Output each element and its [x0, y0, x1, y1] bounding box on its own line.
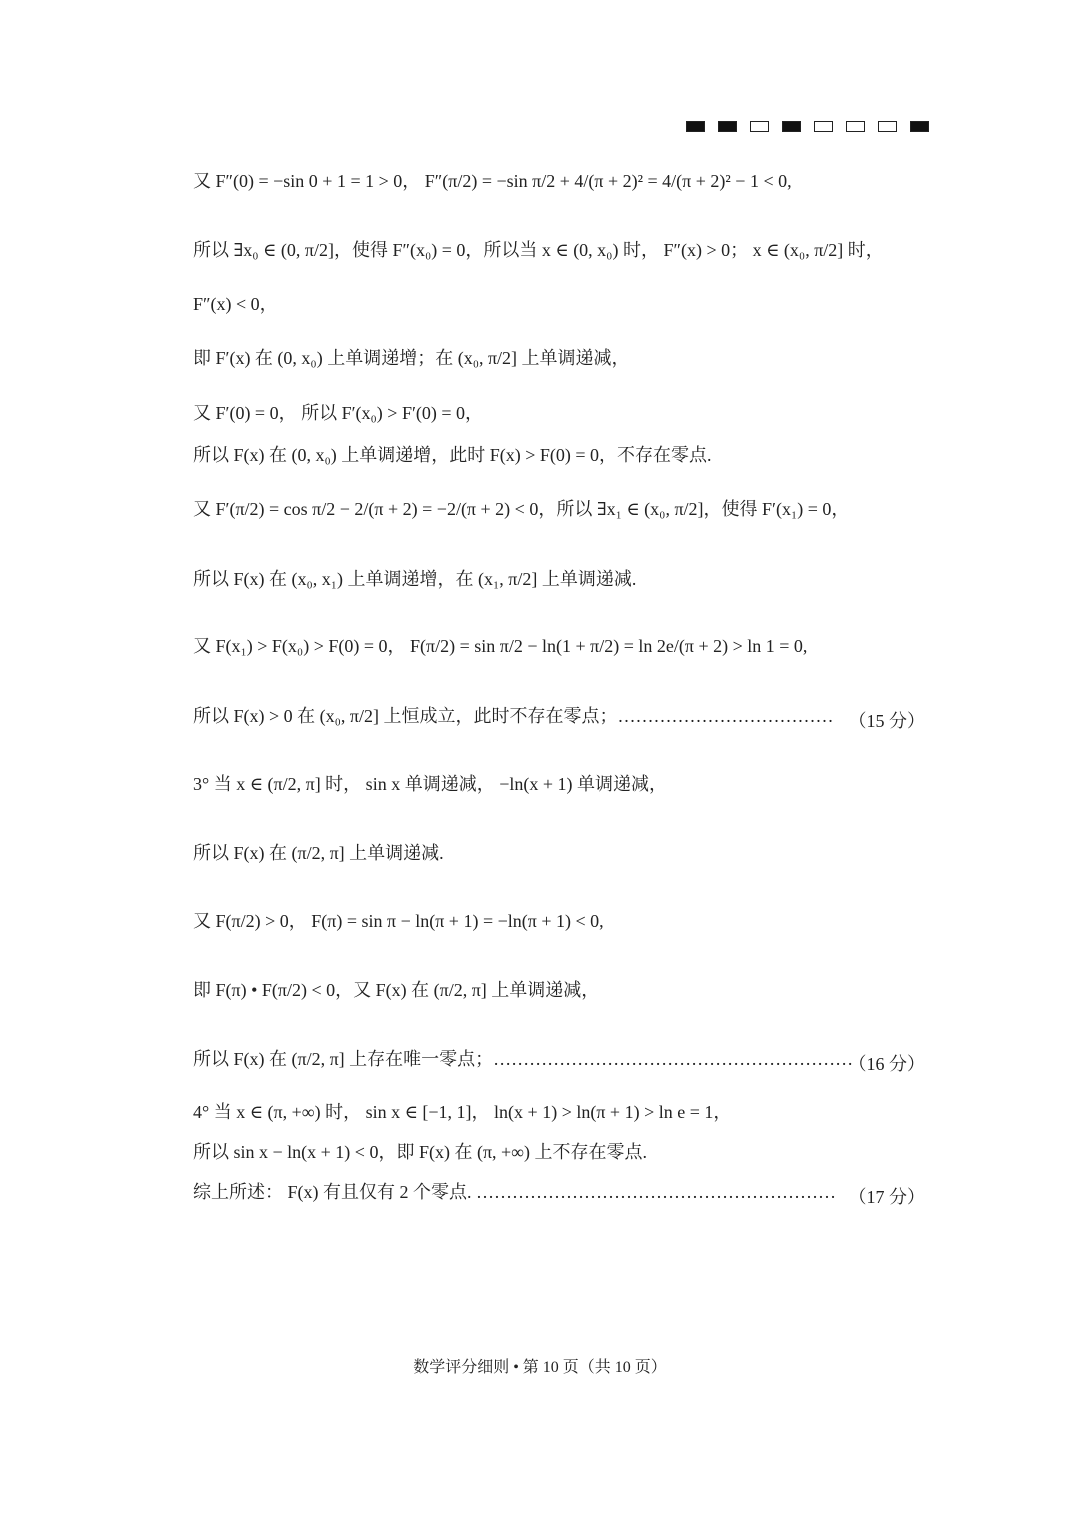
math-line: 所以 F(x) > 0 在 (x₀, π/2] 上恒成立，此时不存在零点；………………………………: [193, 706, 834, 726]
score-label: （17 分）: [848, 1187, 925, 1207]
header-mark-empty: [846, 121, 865, 132]
math-line: 所以 ∃x₀ ∈ (0, π/2]，使得 F″(x₀) = 0，所以当 x ∈ (0, x₀) 时， F″(x) > 0； x ∈ (x₀, π/2] 时，: [193, 240, 884, 260]
math-line: 又 F′(π/2) = cos π/2 − 2/(π + 2) = −2/(π + 2) < 0，所以 ∃x₁ ∈ (x₀, π/2]，使得 F′(x₁) = 0，: [193, 499, 850, 519]
header-marks: [686, 121, 929, 132]
math-line: 所以 F(x) 在 (x₀, x₁) 上单调递增，在 (x₁, π/2] 上单调递减.: [193, 569, 637, 589]
page-footer: 数学评分细则 • 第 10 页（共 10 页）: [413, 1359, 667, 1376]
header-mark-filled: [782, 121, 801, 132]
score-label: （16 分）: [848, 1054, 925, 1074]
math-line: 即 F(π) • F(π/2) < 0，又 F(x) 在 (π/2, π] 上单调递减，: [193, 980, 600, 1000]
math-line: 所以 F(x) 在 (π/2, π] 上存在唯一零点；……………………………………………………: [193, 1049, 854, 1069]
math-line: 所以 F(x) 在 (π/2, π] 上单调递减.: [193, 843, 444, 863]
math-line: 综上所述： F(x) 有且仅有 2 个零点. ……………………………………………………: [193, 1182, 836, 1202]
math-line: 又 F(π/2) > 0， F(π) = sin π − ln(π + 1) = −ln(π + 1) < 0,: [193, 911, 604, 931]
header-mark-empty: [750, 121, 769, 132]
math-line: 又 F″(0) = −sin 0 + 1 = 1 > 0， F″(π/2) = −sin π/2 + 4/(π + 2)² = 4/(π + 2)² − 1 < 0,: [193, 171, 792, 191]
math-line: 又 F′(0) = 0， 所以 F′(x₀) > F′(0) = 0，: [193, 403, 484, 423]
math-line: 所以 F(x) 在 (0, x₀) 上单调递增，此时 F(x) > F(0) = 0，不存在零点.: [193, 445, 712, 465]
math-line: 4° 当 x ∈ (π, +∞) 时， sin x ∈ [−1, 1]， ln(x + 1) > ln(π + 1) > ln e = 1，: [193, 1102, 732, 1122]
header-mark-filled: [686, 121, 705, 132]
math-line: F″(x) < 0，: [193, 294, 278, 314]
math-line: 又 F(x₁) > F(x₀) > F(0) = 0， F(π/2) = sin π/2 − ln(1 + π/2) = ln 2e/(π + 2) > ln 1 = 0,: [193, 636, 808, 656]
header-mark-empty: [878, 121, 897, 132]
math-line: 即 F′(x) 在 (0, x₀) 上单调递增；在 (x₀, π/2] 上单调递减，: [193, 348, 630, 368]
math-line: 3° 当 x ∈ (π/2, π] 时， sin x 单调递减， −ln(x + 1) 单调递减，: [193, 774, 667, 794]
header-mark-empty: [814, 121, 833, 132]
math-line: 所以 sin x − ln(x + 1) < 0，即 F(x) 在 (π, +∞) 上不存在零点.: [193, 1142, 648, 1162]
header-mark-filled: [910, 121, 929, 132]
score-label: （15 分）: [848, 711, 925, 731]
header-mark-filled: [718, 121, 737, 132]
